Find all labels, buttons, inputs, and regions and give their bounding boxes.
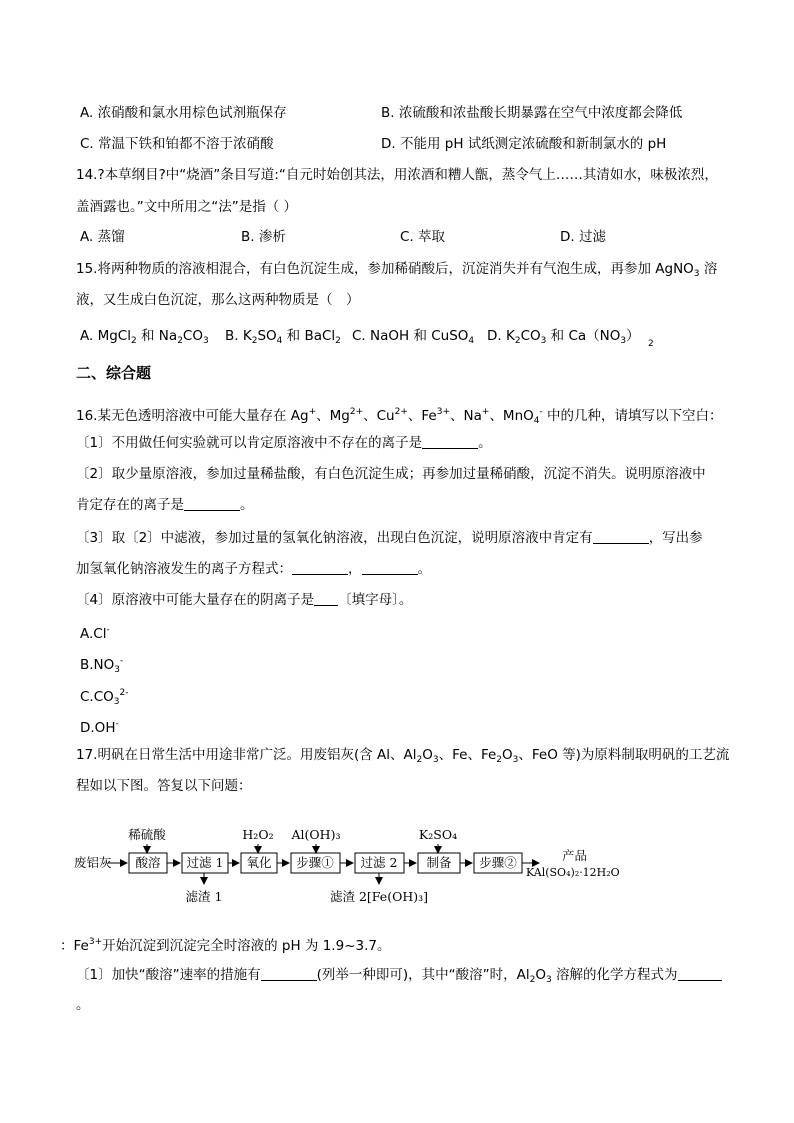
q17-part-1-end: 。 xyxy=(76,997,90,1013)
q14-line-2: 盖酒露也。”文中所用之“法”是指（ ） xyxy=(76,199,298,215)
q15-line-2: 液，又生成白色沉淀，那么这两种物质是（ ） xyxy=(76,292,360,308)
q14-option-d: D. 过滤 xyxy=(560,229,606,245)
q16-choice-b: $B.NO_3^-$ xyxy=(80,656,124,675)
process-flow-diagram xyxy=(70,815,630,910)
q16-choice-c: $C.CO_3^{2-}$ xyxy=(80,688,129,707)
q16-blank-5[interactable] xyxy=(362,560,418,575)
flow-start: 废铝灰 xyxy=(74,855,112,870)
q17-note: ：$Fe^{3+}$开始沉淀到沉淀完全时溶液的 pH 为 1.9~3.7。 xyxy=(60,937,391,954)
q16-part-4: 〔4〕原溶液中可能大量存在的阴离子是 〔填字母〕。 xyxy=(76,592,413,608)
q16-part-2-line-2: 肯定存在的离子是 。 xyxy=(76,497,254,513)
q16-part-3-line-1: 〔3〕取〔2〕中滤液，参加过量的氢氧化钠溶液，出现白色沉淀，说明原溶液中肯定有 ，写出参 xyxy=(76,530,703,546)
q14-option-a: A. 蒸馏 xyxy=(80,229,125,245)
q13-option-a: A. 浓硝酸和氯水用棕色试剂瓶保存 xyxy=(80,105,287,121)
flow-product-label: 产品 xyxy=(562,848,588,863)
flow-residue-2: 滤渣 2[Fe(OH)₃] xyxy=(330,889,428,904)
flow-reagent-1: 稀硫酸 xyxy=(128,827,166,842)
q15-option-d: D. $K_2CO_3$ 和 $Ca(NO_3)$ xyxy=(487,328,640,346)
q13-option-c: C. 常温下铁和铂都不溶于浓硝酸 xyxy=(80,136,274,152)
q16-blank-4[interactable] xyxy=(292,560,348,575)
q16-blank-2[interactable] xyxy=(184,496,240,511)
flow-reagent-2: H₂O₂ xyxy=(242,827,274,842)
q15-option-d-subscript: 2 xyxy=(648,339,654,349)
q15-line-1: 15.将两种物质的溶液相混合，有白色沉淀生成，参加稀硝酸后，沉淀消失并有气泡生成，再参加 AgNO$_3$ 溶 xyxy=(76,261,718,279)
flow-residue-1: 滤渣 1 xyxy=(185,889,223,904)
flow-step-7: 步骤② xyxy=(479,855,517,870)
q16-intro: 16.某无色透明溶液中可能大量存在 Ag+、$Mg^{2+}$、$Cu^{2+}$、$Fe^{3+}$、Na+、MnO$_4$- 中的几种，请填写以下空白： xyxy=(76,407,723,426)
flow-step-2: 过滤 1 xyxy=(186,855,224,870)
flow-reagent-3: Al(OH)₃ xyxy=(291,827,341,842)
q15-option-c: C. NaOH 和 CuSO$_4$ xyxy=(352,328,475,346)
flow-reagent-4: K₂SO₄ xyxy=(418,827,458,842)
q13-option-d: D. 不能用 pH 试纸测定浓硫酸和新制氯水的 pH xyxy=(381,136,667,152)
q17-line-1: 17.明矾在日常生活中用途非常广泛。用废铝灰(含 Al、$Al_2O_3$、Fe、$Fe_2O_3$、FeO 等)为原料制取明矾的工艺流 xyxy=(76,747,730,765)
q16-part-2-line-1: 〔2〕取少量原溶液，参加过量稀盐酸，有白色沉淀生成；再参加过量稀硝酸，沉淀不消失。说明原溶液中 xyxy=(76,466,706,482)
q13-option-b: B. 浓硫酸和浓盐酸长期暴露在空气中浓度都会降低 xyxy=(381,105,683,121)
q16-choice-a: A.Cl- xyxy=(80,625,110,642)
flow-step-1: 酸溶 xyxy=(135,855,161,870)
flow-step-4: 步骤① xyxy=(296,855,334,870)
q14-option-b: B. 渗析 xyxy=(241,229,286,245)
flow-step-6: 制备 xyxy=(426,855,452,870)
flow-product-formula: KAl(SO₄)₂·12H₂O xyxy=(526,866,620,879)
q16-choice-d: D.OH- xyxy=(80,719,119,736)
q17-part-1: 〔1〕加快“酸溶”速率的措施有 (列举一种即可)，其中“酸溶”时，$Al_2O_3$ 溶解的化学方程式为 xyxy=(76,965,722,990)
flow-step-5: 过滤 2 xyxy=(360,855,398,870)
q16-part-3-line-2: 加氢氧化钠溶液发生的离子方程式： ， 。 xyxy=(76,561,431,577)
q15-option-b: B. $K_2SO_4$ 和 BaCl$_2$ xyxy=(225,328,341,346)
q17-line-2: 程如以下图。答复以下问题： xyxy=(76,778,252,794)
q15-option-a: A. MgCl$_2$ 和 $Na_2CO_3$ xyxy=(80,328,209,346)
q17-blank-2[interactable] xyxy=(678,966,722,981)
q16-blank-1[interactable] xyxy=(422,434,478,449)
section-title: 二、综合题 xyxy=(76,364,152,382)
flow-step-3: 氧化 xyxy=(246,855,272,870)
q17-blank-1[interactable] xyxy=(261,966,317,981)
q16-blank-6[interactable] xyxy=(314,591,338,606)
q16-blank-3[interactable] xyxy=(593,529,649,544)
q16-part-1: 〔1〕不用做任何实验就可以肯定原溶液中不存在的离子是 。 xyxy=(76,435,492,451)
q14-line-1: 14.?本草纲目?中“烧酒”条目写道:“自元时始创其法，用浓酒和糟人甑，蒸令气上……其清如水，味极浓烈， xyxy=(76,167,718,183)
q14-option-c: C. 萃取 xyxy=(400,229,446,245)
